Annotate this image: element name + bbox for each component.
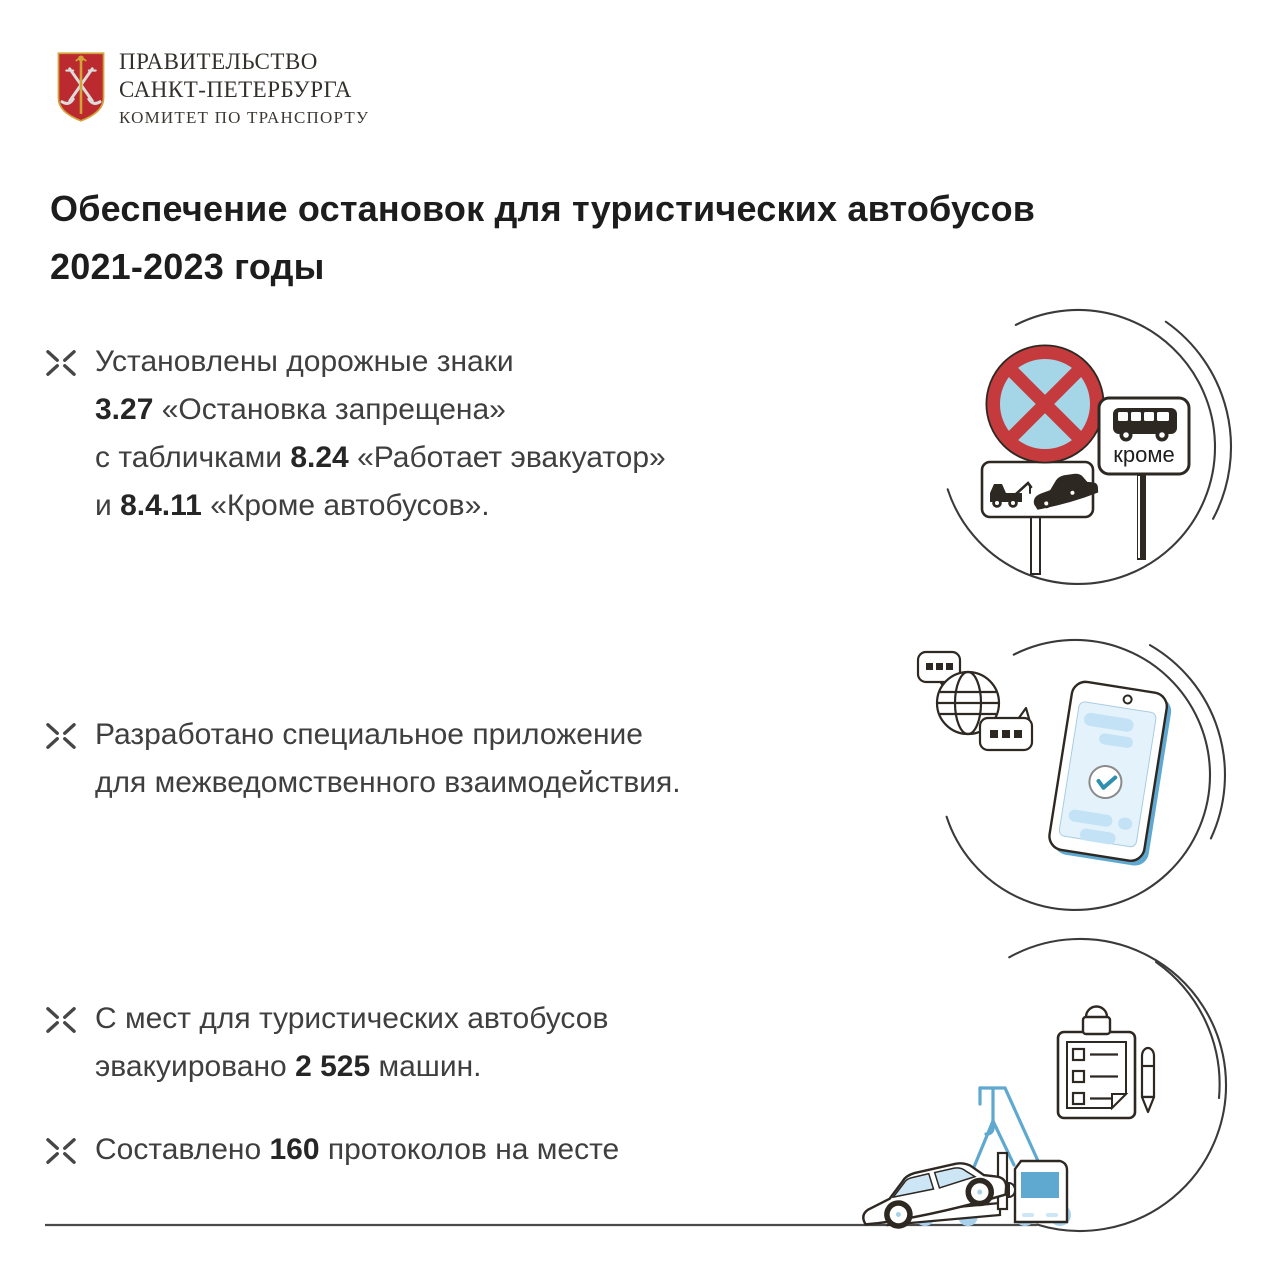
tow-truck [857,1088,1071,1232]
government-name-line2: САНКТ-ПЕТЕРБУРГА [119,77,352,102]
page-title-line1: Обеспечение остановок для туристических автобусов [50,188,1036,229]
bullet-item-app [45,711,681,807]
bullet-marker-icon [45,349,77,377]
spb-coat-of-arms-icon [55,46,107,128]
government-name-line1: ПРАВИТЕЛЬСТВО [119,49,318,74]
bullet-text: С мест для туристических автобусов эвакуировано 2 525 машин. [95,1002,609,1083]
protocol-clipboard-icon [1058,1007,1135,1119]
bullet-text: Разработано специальное приложение для межведомственного взаимодействия. [95,718,681,799]
government-logo [55,46,369,129]
bus-exception-sign [1099,398,1189,474]
bullet-marker-icon [45,722,77,750]
road-signs-illustration [920,288,1240,618]
smartphone-app [1047,680,1174,868]
pencil-icon [1142,1048,1154,1112]
no-stopping-sign [986,345,1103,462]
bus-exception-label: кроме [1113,442,1175,467]
committee-name: КОМИТЕТ ПО ТРАНСПОРТУ [119,108,370,127]
app-illustration [880,612,1240,942]
tow-truck-plate-sign [982,462,1100,517]
bullet-item-road-signs [45,338,666,530]
evacuation-illustration [40,925,1250,1255]
government-logo-text [119,46,369,129]
bullet-text: Установлены дорожные знаки 3.27 «Остановка запрещена» с табличками 8.24 «Работает эвакуатор» и 8.4.11 «Кроме автобусов». [95,345,666,522]
page-title [50,180,1210,296]
bullet-text: Составлено 160 протоколов на месте [95,1133,620,1166]
page-title-line2: 2021-2023 годы [50,246,325,287]
